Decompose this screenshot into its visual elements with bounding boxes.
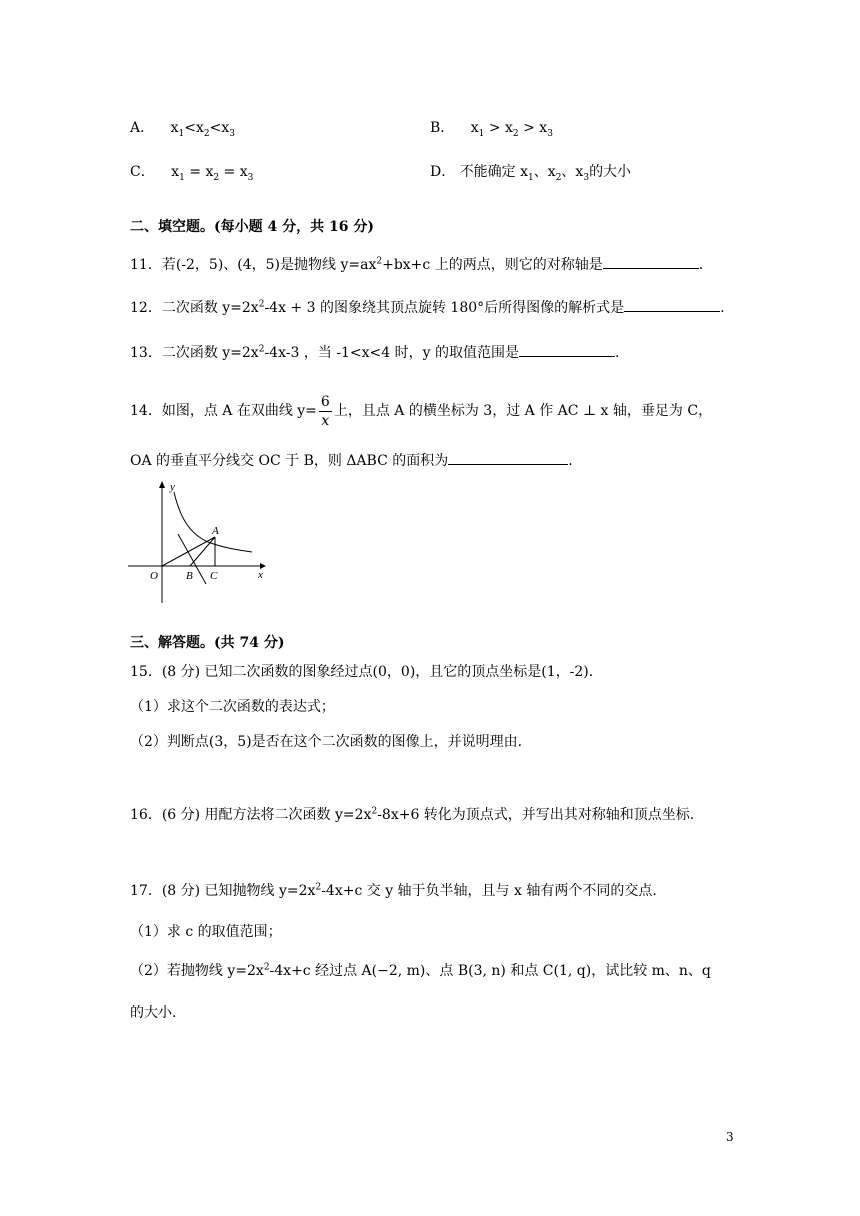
question-17-part-2-cont: 的大小. xyxy=(130,1005,177,1021)
subscript: 2 xyxy=(203,128,210,139)
question-text: . xyxy=(615,345,620,361)
label-x: x xyxy=(258,569,263,581)
option-text: <x xyxy=(184,120,204,136)
y-axis-arrow xyxy=(159,481,165,488)
segment-oa xyxy=(162,537,215,566)
subscript: 2 xyxy=(213,172,220,183)
question-14-cont xyxy=(130,450,573,471)
subscript: 1 xyxy=(178,128,185,139)
subscript: 1 xyxy=(528,172,534,183)
option-letter: D． xyxy=(430,164,456,180)
option-d xyxy=(430,162,631,182)
answer-blank[interactable] xyxy=(448,450,568,465)
question-text: . xyxy=(568,453,573,469)
question-text: 16．(6 分) 用配方法将二次函数 y=2x xyxy=(130,807,372,823)
option-letter: B． xyxy=(430,120,455,136)
question-15-part-1: （1）求这个二次函数的表达式； xyxy=(130,699,335,715)
option-b xyxy=(430,118,553,138)
option-text: = x xyxy=(184,164,214,180)
label-b: B xyxy=(186,570,193,582)
superscript: 2 xyxy=(315,882,322,893)
question-text: 13．二次函数 y=2x xyxy=(130,345,259,361)
label-c: C xyxy=(210,570,218,582)
option-a xyxy=(130,118,235,138)
question-12 xyxy=(130,297,725,318)
fraction-denominator: x xyxy=(321,412,330,429)
question-text: -8x+6 转化为顶点式，并写出其对称轴和顶点坐标. xyxy=(377,807,695,823)
option-text: x xyxy=(470,120,479,136)
superscript: 2 xyxy=(371,806,378,817)
subscript: 3 xyxy=(247,172,254,183)
question-text: 上，且点 A 的横坐标为 3，过 A 作 AC ⊥ x 轴，垂足为 C， xyxy=(333,403,713,419)
section-heading-answers: 三、解答题。(共 74 分) xyxy=(130,635,285,651)
question-text: OA 的垂直平分线交 OC 于 B，则 ΔABC 的面积为 xyxy=(130,453,449,469)
subscript: 1 xyxy=(179,172,185,183)
fraction-numerator: 6 xyxy=(320,393,330,410)
subscript: 3 xyxy=(229,128,235,139)
question-13 xyxy=(130,342,619,363)
question-17-part-1: （1）求 c 的取值范围； xyxy=(130,924,282,940)
subscript: 2 xyxy=(512,128,519,139)
option-text: 、x xyxy=(561,164,584,180)
option-text: > x xyxy=(518,120,548,136)
question-11 xyxy=(130,254,703,275)
subscript: 3 xyxy=(547,128,553,139)
option-c xyxy=(130,162,253,182)
question-15: 15．(8 分) 已知二次函数的图象经过点(0，0)，且它的顶点坐标是(1，-2). xyxy=(130,664,594,680)
option-text: = x xyxy=(219,164,248,180)
question-15-part-2: （2）判断点(3，5)是否在这个二次函数的图像上，并说明理由. xyxy=(130,734,523,750)
question-17-part-2 xyxy=(130,961,711,981)
question-text: -4x+c 经过点 A(−2, m)、点 B(3, n) 和点 C(1, q)，试比较 m、n、q xyxy=(269,963,711,979)
fraction xyxy=(319,393,332,430)
question-text: +bx+c 上的两点，则它的对称轴是 xyxy=(382,257,603,273)
option-text: 不能确定 x xyxy=(459,164,529,180)
hyperbola-figure xyxy=(128,478,278,608)
option-text: 的大小 xyxy=(589,164,632,180)
question-text: （2）若抛物线 y=2x xyxy=(130,963,264,979)
option-text: x xyxy=(170,120,179,136)
superscript: 2 xyxy=(258,344,265,355)
question-text: 11．若(-2，5)、(4，5)是抛物线 y=ax xyxy=(130,257,377,273)
hyperbola-curve xyxy=(174,492,252,552)
option-text: > x xyxy=(484,120,513,136)
option-text: x xyxy=(171,164,180,180)
question-text: 14．如图，点 A 在双曲线 y= xyxy=(130,403,317,419)
option-letter: A． xyxy=(130,120,155,136)
option-text: 、x xyxy=(533,164,556,180)
question-text: -4x-3 ，当 -1<x<4 时，y 的取值范围是 xyxy=(264,345,519,361)
section-heading-fill-in: 二、填空题。(每小题 4 分，共 16 分) xyxy=(130,219,374,235)
question-16 xyxy=(130,805,694,825)
question-17 xyxy=(130,881,657,901)
answer-blank[interactable] xyxy=(624,297,720,312)
label-y: y xyxy=(170,481,175,493)
question-text: -4x+c 交 y 轴于负半轴，且与 x 轴有两个不同的交点. xyxy=(321,883,657,899)
label-a: A xyxy=(212,525,219,537)
option-letter: C． xyxy=(130,164,155,180)
question-text: -4x + 3 的图象绕其顶点旋转 180°后所得图像的解析式是 xyxy=(264,300,625,316)
superscript: 2 xyxy=(258,299,265,310)
question-text: 12．二次函数 y=2x xyxy=(130,300,259,316)
answer-blank[interactable] xyxy=(519,342,615,357)
option-text: <x xyxy=(209,120,230,136)
question-text: 17．(8 分) 已知抛物线 y=2x xyxy=(130,883,316,899)
question-text: . xyxy=(698,257,704,273)
question-14 xyxy=(130,392,712,430)
subscript: 2 xyxy=(555,172,562,183)
label-o: O xyxy=(150,570,158,582)
subscript: 3 xyxy=(583,172,590,183)
page-number: 3 xyxy=(726,1130,734,1144)
answer-blank[interactable] xyxy=(603,254,699,269)
question-text: . xyxy=(720,300,725,316)
superscript: 2 xyxy=(376,256,383,267)
subscript: 1 xyxy=(478,128,485,139)
superscript: 2 xyxy=(263,962,270,973)
